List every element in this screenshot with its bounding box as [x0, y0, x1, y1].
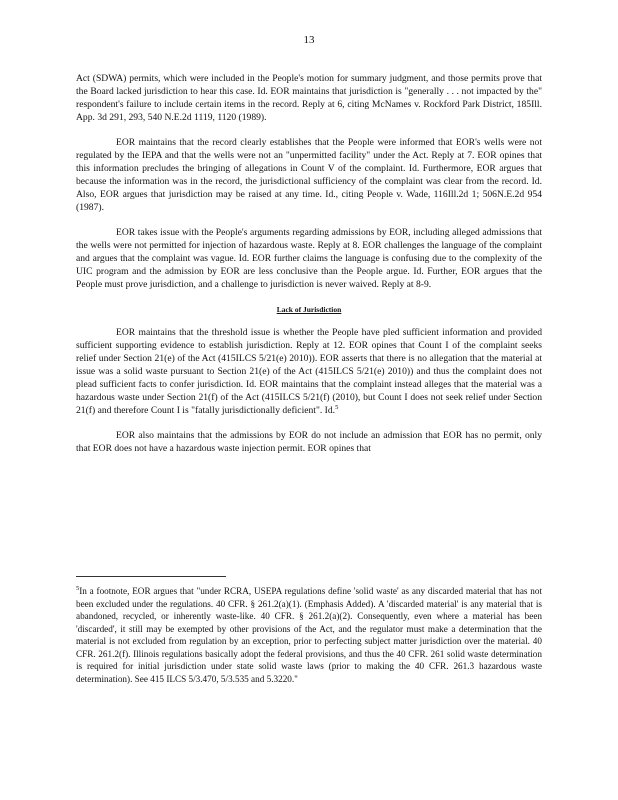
paragraph-continuation: Act (SDWA) permits, which were included in the People's motion for summary judgment, and those permits prove that the Board lacked jurisdiction to hear this case. Id. EOR maintains that jurisdiction is "generally . . . not impacted by the" respondent's failure to include certain items in the record. Reply at 6, citing McNames v. Rockford Park District, 185Ill. App. 3d 291, 293, 540 N.E.2d 1119, 1120 (1989). — [76, 73, 542, 123]
footnote-marker: 5 — [76, 584, 80, 592]
paragraph-permit: EOR also maintains that the admissions by EOR do not include an admission that EOR has no permit, only that EOR does not have a hazardous waste injection permit. EOR opines that — [76, 430, 542, 454]
page-number: 13 — [303, 34, 315, 46]
document-body — [76, 72, 542, 467]
footnote-text: In a footnote, EOR argues that "under RCRA, USEPA regulations define 'solid waste' as any discarded material that has not been excluded under the regulations. 40 CFR. § 261.2(a)(1). (Emphasis Added). A 'discarded material' is any material that is abandoned, recycled, or inherently waste-like. 40 CFR. § 261.2(a)(2). Consequently, even where a material has been 'discarded', it still may be exempted by other provisions of the Act, and the regulator must make a determination that the material is not excluded from regulation by an exception, prior to perfecting subject matter jurisdiction over the material. 40 CFR. 261.2(f). Illinois regulations basically adopt the federal provisions, and thus the 40 CFR. 261 solid waste determination is required for initial jurisdiction under state solid waste laws (prior to making the 40 CFR. 261.3 hazardous waste determination). See 415 ILCS 5/3.470, 5/3.535 and 5.3220." — [76, 586, 542, 684]
footnote — [76, 585, 542, 685]
paragraph-threshold — [76, 326, 542, 417]
footnote-reference: 5 — [335, 403, 339, 411]
paragraph-admissions: EOR takes issue with the People's arguments regarding admissions by EOR, including alleged admissions that the wells were not permitted for injection of hazardous waste. Reply at 8. EOR challenges the language of the complaint and argues that the complaint was vague. Id. EOR further claims the language is confusing due to the complexity of the UIC program and the admission by EOR are less conclusive than the People argue. Id. Further, EOR argues that the People must prove jurisdiction, and a challenge to jurisdiction is never waived. Reply at 8-9. — [76, 227, 542, 290]
footnote-paragraph — [76, 585, 542, 685]
footnote-divider — [76, 576, 226, 577]
section-heading: Lack of Jurisdiction — [276, 305, 342, 314]
paragraph-threshold-text: EOR maintains that the threshold issue is whether the People have pled sufficient information and provided sufficient supporting evidence to establish jurisdiction. Reply at 12. EOR opines that Count I of the complaint seeks relief under Section 21(e) of the Act (415ILCS 5/21(e) 2010)). EOR asserts that there is no allegation that the material at issue was a solid waste pursuant to Section 21(e) of the Act (415ILCS 5/21(e) 2010)) and thus the complaint does not plead sufficient facts to confer jurisdiction. Id. EOR maintains that the complaint instead alleges that the material was a hazardous waste under Section 21(f) of the Act (415ILCS 5/21(f) (2010), but Count I does not seek relief under Section 21(f) and therefore Count I is "fatally jurisdictionally deficient". Id. — [76, 327, 542, 416]
paragraph-record: EOR maintains that the record clearly establishes that the People were informed that EOR's wells were not regulated by the IEPA and that the wells were not an "unpermitted facility" under the Act. Reply at 7. EOR opines that this information precludes the bringing of allegations in Count V of the complaint. Id. Furthermore, EOR argues that because the information was in the record, the jurisdictional sufficiency of the complaint was clear from the record. Id. Also, EOR argues that jurisdiction may be raised at any time. Id., citing People v. Wade, 116Ill.2d 1; 506N.E.2d 954 (1987). — [76, 137, 542, 213]
